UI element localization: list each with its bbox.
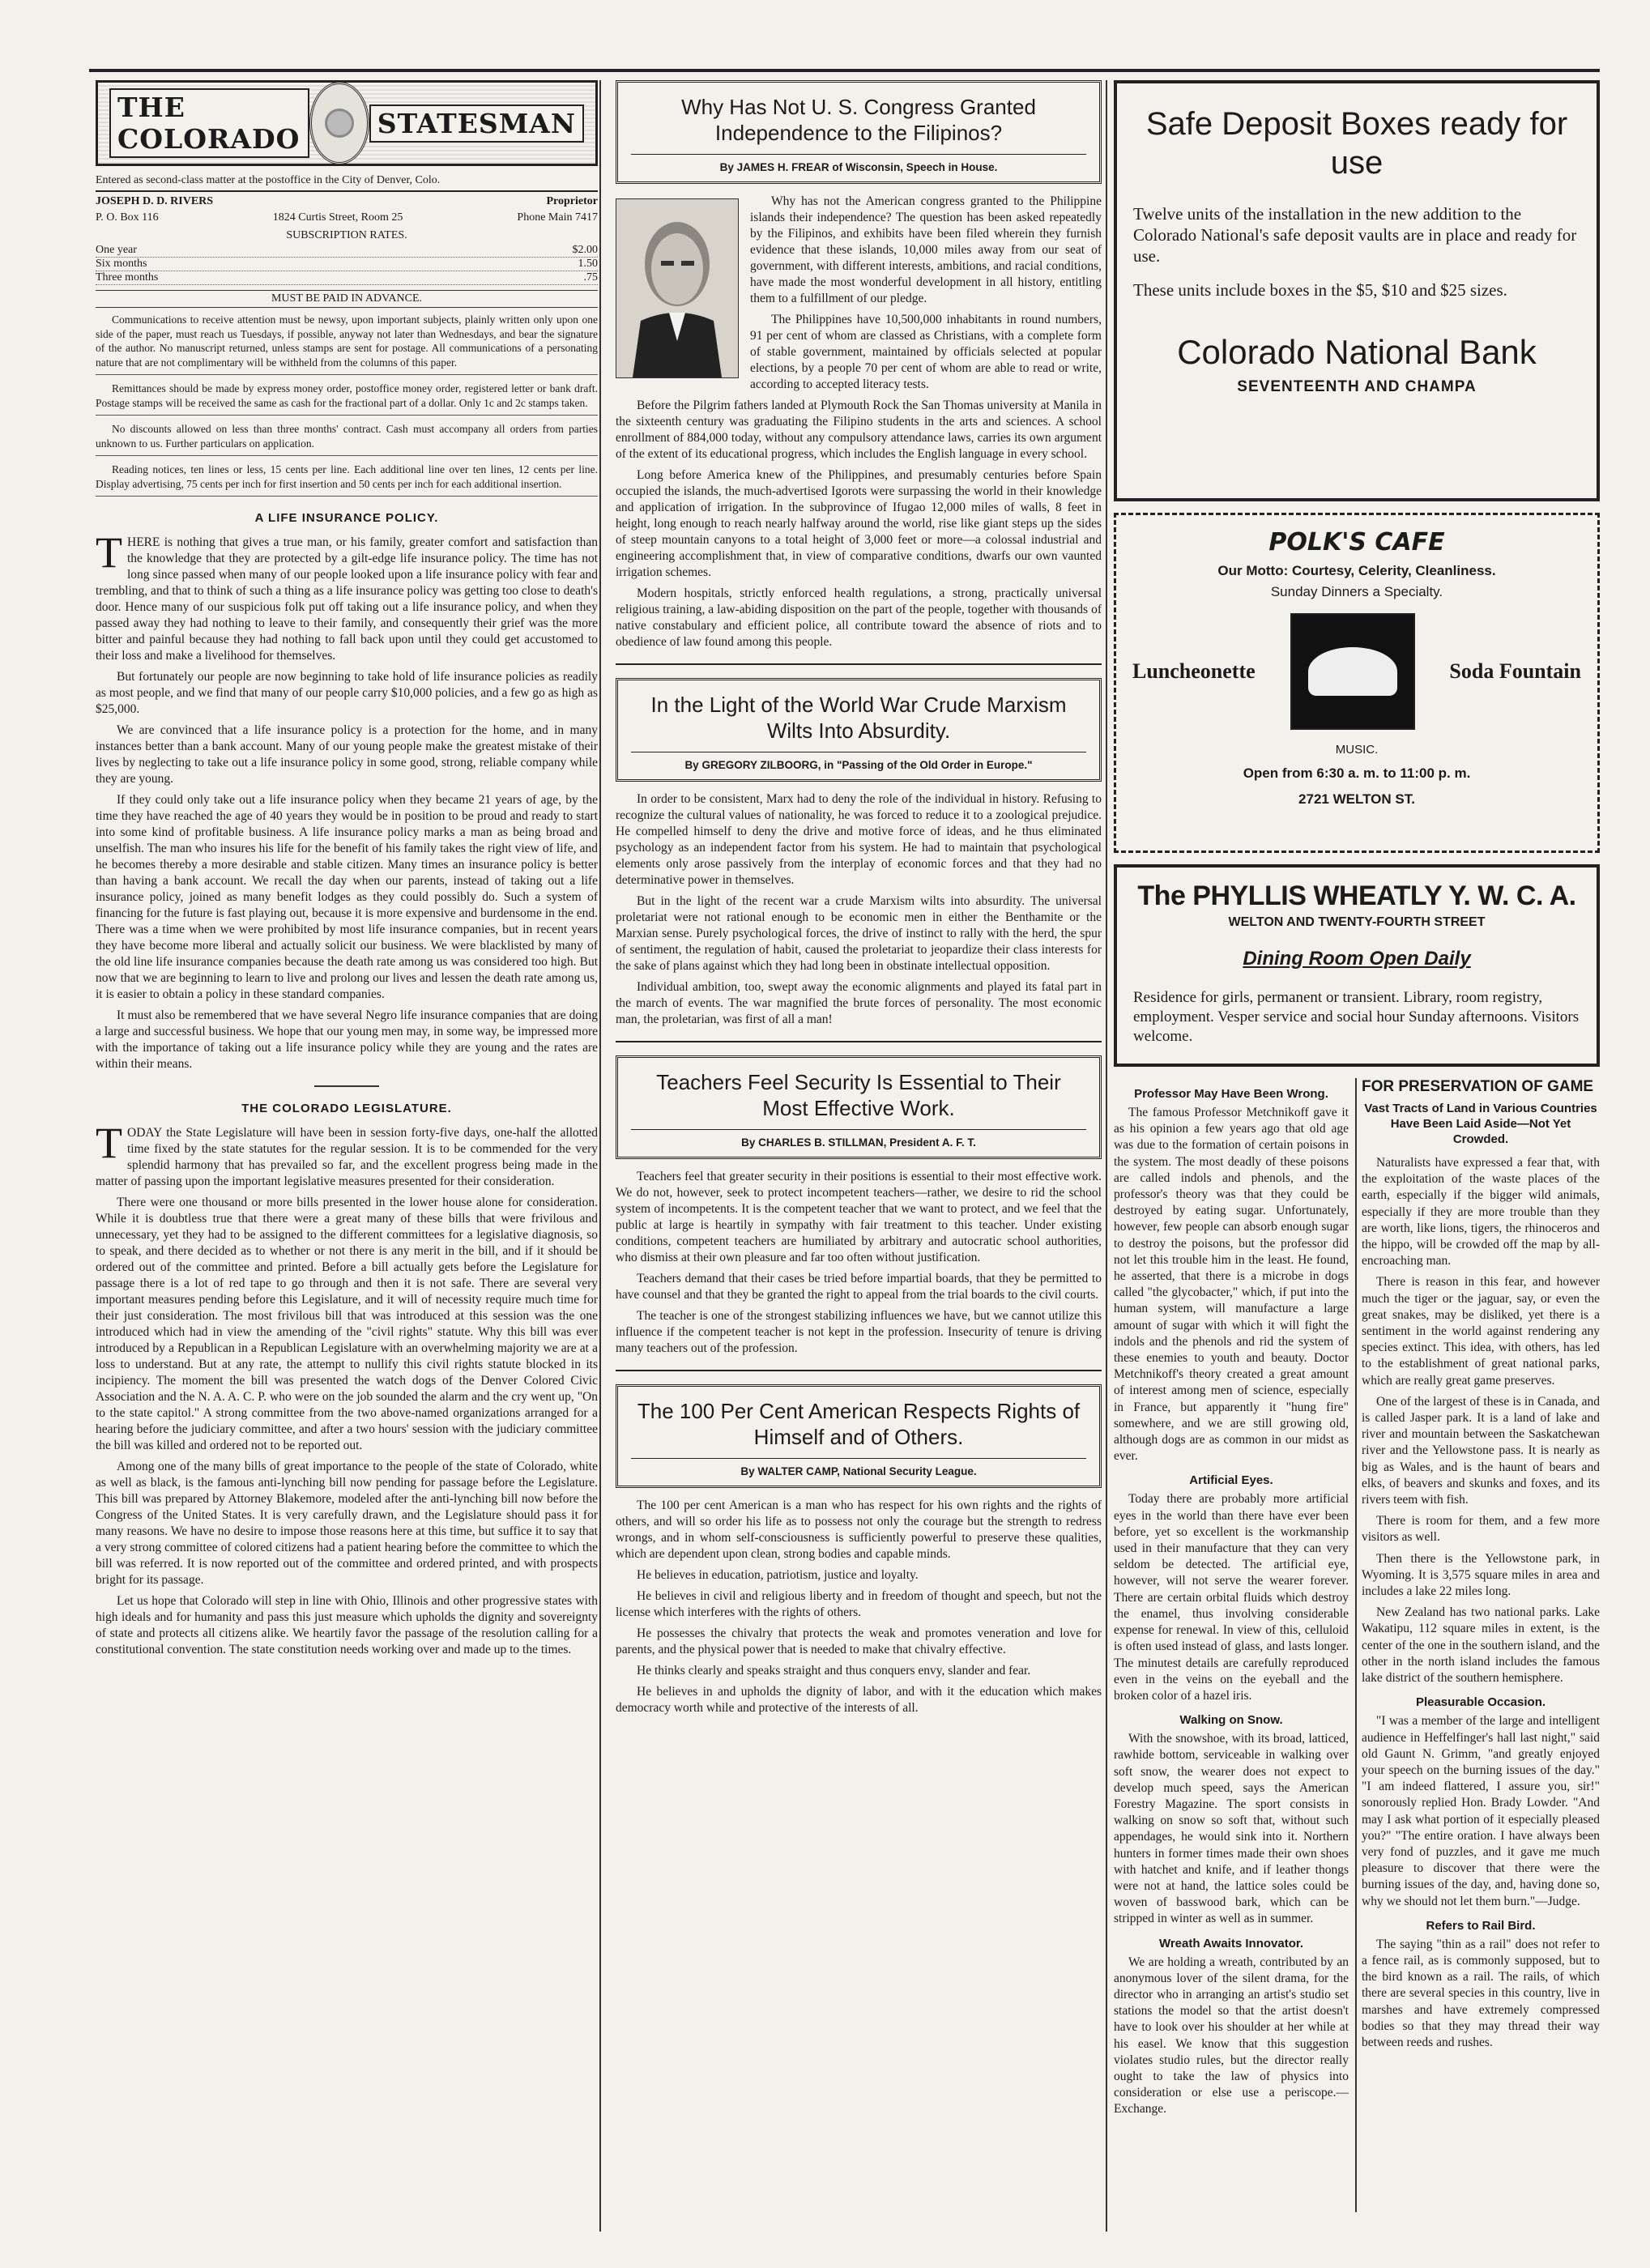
column-rule	[1106, 80, 1107, 2232]
publisher-row-2	[96, 208, 598, 224]
marxism-paragraph: Individual ambition, too, swept away the economic alignments and played its fatal part in the march of events. The war magnified the brute forces of personality. The most economic man, the proletarian, was first of all a man!	[616, 980, 1102, 1026]
insurance-paragraph: We are convinced that a life insurance policy is a protection for the home, and in many instances better than a bank account. Many of our young people make the greatest mistake of their lives by neglecting to take out a life insurance policy in some good, strong, reliable company while they are young.	[96, 723, 598, 786]
short-title: Walking on Snow.	[1179, 1713, 1283, 1728]
philippines-title-box	[616, 80, 1102, 184]
ywca-name: The PHYLLIS WHEATLY Y. W. C. A.	[1137, 880, 1576, 911]
insurance-paragraph: It must also be remembered that we have several Negro life insurance companies that are doing a large and successful business. We hope that our young men may, in some way, be impressed more with the importance of taking out a life insurance policy while they are young and the rates are within their means.	[96, 1008, 598, 1071]
philippines-paragraph: Why has not the American congress granted to the Philippine islands their independence? The question has been asked repeatedly by the Filipinos, and exhibits have been filed wherein they furnish evidence that these islands, 10,000 miles away from our seat of government, with different interests, ambitions, and racial conditions, have made the most wonderful development in all history, entitling them to a fulfillment of our pledge.	[750, 194, 1102, 305]
notice-communications: Communications to receive attention must be newsy, upon important subjects, plainly written only upon one side of the paper, must reach us Tuesdays, if possible, anyway not later than Wednesdays, and bear the signature of the author. No manuscript returned, unless stamps are sent for postage. All communications of a personating nature that are not complimentary will be withheld from the columns of this paper.	[96, 313, 598, 375]
ywca-description: Residence for girls, permanent or transient. Library, room registry, employment. Vesper service and social hour Sunday afternoons. Visitors welcome.	[1133, 989, 1580, 1045]
publisher-role: Proprietor	[546, 195, 598, 207]
short-title: Artificial Eyes.	[1189, 1473, 1273, 1488]
legislature-article	[96, 1119, 598, 1658]
bank-ad-text: These units include boxes in the $5, $10 and $25 sizes.	[1133, 280, 1507, 300]
philippines-title: Why Has Not U. S. Congress Granted Independence to the Filipinos?	[681, 95, 1036, 145]
cafe-ad	[1114, 513, 1600, 853]
american-article	[616, 1498, 1102, 1716]
ywca-ad	[1114, 864, 1600, 1067]
notice-discounts: No discounts allowed on less than three months' contract. Cash must accompany all orders from parties unknown to us. Further particulars on application.	[96, 422, 598, 456]
bank-name: Colorado National Bank	[1177, 333, 1537, 371]
short-items-right	[1362, 1078, 1600, 2212]
game-paragraph: One of the largest of these is in Canada, and is called Jasper park. It is a land of lake and river and mountain between the Saskatchewan river and the Yellowstone pass. It is nearly as big as Wales, and is the haunt of bears and elks, of beavers and skunks and foxes, and its rivers teem with fish.	[1362, 1394, 1600, 1507]
short-items-left	[1114, 1078, 1349, 2212]
bank-address: SEVENTEENTH AND CHAMPA	[1237, 378, 1477, 395]
game-subtitle: Vast Tracts of Land in Various Countries Have Been Laid Aside—Not Yet Crowded.	[1364, 1102, 1597, 1146]
section-rule	[616, 1041, 1102, 1042]
game-paragraph: New Zealand has two national parks. Lake Wakatipu, 112 square miles in extent, is the center of the one in the southern island, and the other in the north island includes the famous lake district of the southern hemisphere.	[1362, 1605, 1600, 1686]
marxism-title: In the Light of the World War Crude Marxism Wilts Into Absurdity.	[650, 693, 1067, 743]
rail-text: The saying "thin as a rail" does not refer to a fence rail, as is commonly supposed, but to the bird known as a rail. The rails, of which there are several species in this country, live in marshes and have extremely compressed bodies so that they may thread their way between reeds and rushes.	[1362, 1937, 1600, 2049]
legislature-headline: THE COLORADO LEGISLATURE.	[241, 1102, 452, 1115]
column-right	[1114, 80, 1600, 2232]
occasion-title: Pleasurable Occasion.	[1415, 1695, 1546, 1710]
rate-row	[96, 244, 598, 258]
rate-price: 1.50	[578, 258, 598, 270]
cafe-motto: Our Motto: Courtesy, Celerity, Cleanliness.	[1217, 563, 1496, 578]
american-paragraph: He believes in civil and religious liberty and in freedom of thought and speech, but not the license which interferes with the rights of others.	[616, 1589, 1102, 1619]
dropcap: T	[96, 528, 122, 577]
subcolumn-rule	[1355, 1078, 1357, 2212]
game-paragraph: Then there is the Yellowstone park, in Wyoming. It is 3,575 square miles in area and includes a lake 22 miles long.	[1362, 1551, 1600, 1599]
marxism-article	[616, 791, 1102, 1028]
rate-label: Three months	[96, 271, 159, 284]
short-title: Professor May Have Been Wrong.	[1134, 1087, 1328, 1101]
ywca-street: WELTON AND TWENTY-FOURTH STREET	[1228, 915, 1486, 929]
cafe-name: POLK'S CAFE	[1268, 528, 1445, 556]
short-text: Today there are probably more artificial eyes in the world than there have ever been before, yet so excellent is the workmanship used in their manufacture that they can very seldom be detected. The artificial eye, however, will not serve the wearer forever. There are certain orbital fluids which destroy the enamel, thus involving considerable expense for renewal. In view of this, celluloid is often used instead of glass, and lasts longer. The minutest details are carefully reproduced even in the veins on the eyeball and the broken color of a hazel iris.	[1114, 1492, 1349, 1703]
short-text: We are holding a wreath, contributed by an anonymous lover of the silent drama, for the director who in arranging an artist's studio set stations the model so that the artist doesn't have to look over his shoulder at her while at his easel. We know that this suggestion violates studio rules, but the director really ought to take the law of physics into consideration or else use a periscope.—Exchange.	[1114, 1955, 1349, 2117]
advance-notice: MUST BE PAID IN ADVANCE.	[96, 290, 598, 308]
philippines-paragraph: Long before America knew of the Philippines, and presumably centuries before Spain occupied the islands, the much-advertised Igorots were surpassing the world in their knowledge and application of irrigation. In the subprovince of Ifugao 12,000 miles of walls, 8 feet in height, long enough to reach nearly halfway around the world, rise like giant steps up the sides of steep mountain canyons to a total height of 3,000 feet or more—a colossal industrial and engineering accomplishment that, in view of comparative conditions, dwarfs our own vaunted irrigation schemes.	[616, 468, 1102, 579]
insurance-paragraph: If they could only take out a life insurance policy when they became 21 years of age, by the time they have reached the age of 40 years they would be in position to be proud and ready to start into some kind of profitable business. A life insurance policy marks a man as being broad and unselfish. The man who insures his life for the benefit of his family takes the right view of life, and he becomes thereby a more desirable and stable citizen. Many times an insurance policy is better than having a bank account. We recall the day when our parents, instead of taking out a life insurance policy, joined as many benefit lodges as they could possibly do. Such a system of financing for the future is fast playing out, because it is more expensive and burdensome in the end. There was a time when we were prohibited by most life insurance companies, but in recent years they have become more liberal and actually solicit our business. We were blacklisted by many of the old line life insurance companies because the death rate among us was considered too high. But now that we are beginning to learn to live and prolong our lives and lessen the death rate among us, it is easier to obtain a policy in these standard companies.	[96, 793, 598, 1001]
column-rule	[599, 80, 601, 2232]
cafe-left-label: Luncheonette	[1132, 659, 1256, 683]
masthead-seal-icon	[309, 82, 369, 164]
philippines-paragraph: The Philippines have 10,500,000 inhabitants in round numbers, 91 per cent of whom are classed as Christians, with a complete form of stable government, maintained by officials selected at popular elections, by a people 70 per cent of whom are able to read or write, according to accepted literacy tests.	[750, 313, 1102, 391]
cafe-sunday: Sunday Dinners a Specialty.	[1270, 584, 1443, 599]
newspaper-page	[89, 69, 1600, 2232]
marxism-byline: By GREGORY ZILBOORG, in "Passing of the Old Order in Europe."	[631, 752, 1086, 771]
cafe-music: MUSIC.	[1335, 743, 1379, 757]
column-left	[96, 80, 598, 2232]
teachers-title: Teachers Feel Security Is Essential to Their Most Effective Work.	[656, 1070, 1061, 1120]
column-middle	[608, 80, 1175, 2232]
masthead-right-word: STATESMAN	[369, 104, 584, 143]
bank-ad-title: Safe Deposit Boxes ready for use	[1145, 106, 1568, 181]
bank-ad-text: Twelve units of the installation in the new addition to the Colorado National's safe deposit vaults are in place and ready for use.	[1133, 204, 1577, 266]
short-title: Wreath Awaits Innovator.	[1158, 1936, 1304, 1950]
section-rule	[616, 1370, 1102, 1371]
game-title: FOR PRESERVATION OF GAME	[1362, 1078, 1594, 1095]
cafe-address: 2721 WELTON ST.	[1298, 791, 1415, 807]
masthead-left-word: THE COLORADO	[109, 88, 309, 158]
subscription-rates	[96, 244, 598, 285]
american-title: The 100 Per Cent American Respects Rights of Himself and of Others.	[637, 1399, 1081, 1449]
insurance-headline: A LIFE INSURANCE POLICY.	[254, 511, 439, 525]
section-rule	[616, 663, 1102, 665]
short-items	[1114, 1078, 1600, 2212]
insurance-article	[96, 528, 598, 1072]
american-byline: By WALTER CAMP, National Security League.	[631, 1458, 1086, 1477]
notice-remittances: Remittances should be made by express money order, postoffice money order, registered letter or bank draft. Postage stamps will be received the same as cash for the fractional part of a dollar. Only 1c and 2c stamps taken.	[96, 382, 598, 416]
insurance-paragraph: HERE is nothing that gives a true man, or his family, greater comfort and satisfaction than the knowledge that they are protected by a gilt-edge life insurance policy. The time has not long since passed when many of our people looked upon a life insurance policy with fear and trembling, and that to think of such a thing as a life insurance policy was getting too close to death's door. Hence many of our suspicious folk put off taking out a life insurance policy, and when they passed away they had nothing to leave to their family, and consequently their grief was the more bitter and painful because they had nothing to fall back upon until they could get accustomed to their loss and make a livelihood for themselves.	[96, 535, 598, 663]
occasion-text: "I was a member of the large and intelligent audience in Heffelfinger's hall last night," said old Gaunt N. Grimm, "and greatly enjoyed your speech on the burning issues of the day." "I am indeed flattered, I assure you, sir!" sonorously replied Hon. Brady Lowder. "And may I ask what portion of it especially pleased you?" "The entire oration. I have always been very fond of puzzles, and it gave me much pleasure to discover that there were the burning issues of the day, and, having done so, why we should not let them burn."—Judge.	[1362, 1714, 1600, 1908]
short-text: The famous Professor Metchnikoff gave it as his opinion a few years ago that old age was due to the formation of certain poisons in the system. The most deadly of these poisons are called indols and phenols, and the professor's theory was that they could be destroyed by eating sugar. Unfortunately, however, few people can absorb enough sugar to destroy the poisons, but the professor did not let this trouble him in the least. He found, he asserted, that there is a microbe in dogs called "the glycobacter," which, if put into the human system, will manufacture a large amount of sugar with which it will fight the indols and the phenols and rid the system of these enemies to youth and beauty. Doctor Metchnikoff's theory created a great amount of interest among men of science, especially in France, but apparently it "hung fire" somewhere, and we are still growing old, although dogs are as common in our midst as ever.	[1114, 1106, 1349, 1464]
rate-label: Six months	[96, 258, 147, 270]
teachers-paragraph: Teachers demand that their cases be tried before impartial boards, that they be permitted to have counsel and that they be granted the right to appeal from the trial boards to the civil courts.	[616, 1272, 1102, 1302]
american-paragraph: He thinks clearly and speaks straight and thus conquers envy, slander and fear.	[637, 1664, 1031, 1678]
publisher-address: 1824 Curtis Street, Room 25	[272, 211, 403, 224]
marxism-paragraph: In order to be consistent, Marx had to deny the role of the individual in history. Refusing to recognize the cultural values of nationality, he was forced to reduce it to a zoological prejudice. He compelled himself to deny the drive and motive force of ideas, and he thus eliminated psychology as an independent factor from his system. He had to maintain that psychological elements only arose passively from the interplay of economic forces and that they had no determinative power in themselves.	[616, 792, 1102, 887]
separator	[314, 1085, 379, 1087]
insurance-paragraph: But fortunately our people are now beginning to take hold of life insurance policies as readily as most people, and we find that many of our people carry $10,000 policies, and a few go as high as $25,000.	[96, 670, 598, 716]
short-text: With the snowshoe, with its broad, latticed, rawhide bottom, serviceable in walking over soft snow, the wearer does not expect to develop much speed, says the American Forestry Magazine. The sport consists in walking on snow so soft that, without such appendages, he would sink into it. Northern hunters in former times made their own shoes with hatchet and knife, and if leather thongs were not at hand, the lattice soles could be woven of basswood bark, which can be stripped in winter as well as in summer.	[1114, 1732, 1349, 1926]
teachers-byline: By CHARLES B. STILLMAN, President A. F. T.	[631, 1129, 1086, 1149]
legislature-paragraph: Let us hope that Colorado will step in line with Ohio, Illinois and other progressive states with high ideals and for humanity and pass this just measure which upholds the dignity and sovereignty of state and protects all citizens alike. We heartily favor the passage of the resolution calling for a constitutional convention. The state constitution needs working over and made up to the times.	[96, 1594, 598, 1656]
frear-portrait	[616, 198, 739, 378]
rate-label: One year	[96, 244, 137, 256]
rail-title: Refers to Rail Bird.	[1426, 1918, 1536, 1933]
game-paragraph: Naturalists have expressed a fear that, with the exploitation of the waste places of the earth, especially if the bigger wild animals, especially if they are more trouble than they are worth, like lions, tigers, the rhinoceros and the hippo, will be crowded off the map by all-encroaching man.	[1362, 1156, 1600, 1268]
fruit-basket-icon	[1290, 613, 1415, 730]
rate-row	[96, 271, 598, 285]
marxism-title-box	[616, 678, 1102, 782]
rate-price: .75	[583, 271, 598, 284]
cafe-right-label: Soda Fountain	[1449, 659, 1581, 683]
american-paragraph: He possesses the chivalry that protects the weak and promotes veneration and love for parents, and the physical power that is needed to make that chivalry effective.	[616, 1626, 1102, 1656]
entered-notice: Entered as second-class matter at the postoffice in the City of Denver, Colo.	[96, 174, 441, 186]
cafe-hours: Open from 6:30 a. m. to 11:00 p. m.	[1243, 765, 1471, 781]
publisher-phone: Phone Main 7417	[517, 211, 598, 224]
middle-inner	[616, 80, 1102, 1716]
philippines-paragraph: Before the Pilgrim fathers landed at Plymouth Rock the San Thomas university at Manila in the sixteenth century was graduating the Filipino students in the arts and sciences. A school enrollment of 884,000 today, without any compulsory attendance laws, carries its own argument of the extent of its educational progress, which includes the English language in every school.	[616, 399, 1102, 461]
philippines-byline: By JAMES H. FREAR of Wisconsin, Speech in House.	[631, 154, 1086, 173]
portrait-icon	[616, 199, 738, 377]
cafe-middle	[1132, 613, 1581, 730]
legislature-paragraph: There were one thousand or more bills presented in the lower house alone for consideration. While it is doubtless true that there were a great many of these bills that were frivilous and unnecessary, yet they had to be assigned to the different committees for a legislative diagnosis, so to speak, and there decided as to whether or not there is any merit in the bill, and if it should be ordered out of the committee and printed. Before a bill actually gets before the Legislature for passage there is a lot of red tape to go through and then it is not safe. There are several very important measures pending before this Legislature, and it will of necessity require much time for their just consideration. The most frivilous bill that was introduced at this session was the one introduced which had in view the amending of the "civil rights" statute. Why this bill was ever introduced by a Republican in a Republican Legislature with an overwhelming majority we are at a loss to understand. But at any rate, the attempt to nullify this civil rights statute blocked in its incipiency. The moment the bill was presented the watch dogs of the Denver Colored Civic Association and the N. A. A. C. P. who were on the job sounded the alarm and the cry went up, "On to the state capitol." A strong committee from the two above-named organizations arranged for a hearing before the judiciary committee, and after a two hours' session with the judiciary committee the bill was killed and ordered not to be reported out.	[96, 1196, 598, 1452]
legislature-paragraph: ODAY the State Legislature will have been in session forty-five days, one-half the allotted time fixed by the state statutes for the regular session. It is to be commended for the very splendid harmony that has prevailed so far, and the excellent progress being made in the matter of passing upon the important legislative measures presented for their consideration.	[96, 1126, 598, 1188]
publisher-row	[96, 190, 598, 208]
legislature-paragraph: Among one of the many bills of great importance to the people of the state of Colorado, white as well as black, is the famous anti-lynching bill now pending for passage before the Legislature. This bill was prepared by Attorney Blakemore, modeled after the anti-lynching bill now before the Congress of the United States. It is very carefully drawn, and the Legislature should pass it for many reasons. We have no desire to impose those reasons here at this time, but suffice it to say that a very strong committee of colored citizens had a patient hearing before the committee to which the bill was referred. It is now reported out of the committee and ordered printed, and with prospects bright for its passage.	[96, 1460, 598, 1587]
american-title-box	[616, 1384, 1102, 1488]
bank-ad	[1114, 80, 1600, 501]
rate-price: $2.00	[572, 244, 598, 256]
game-paragraph: There is reason in this fear, and however much the tiger or the jaguar, say, or even the great snakes, may be disliked, yet there is a sentiment in the world against rendering any species extinct. This idea, with others, has led to the establishment of great national parks, which are really great game preserves.	[1362, 1275, 1600, 1388]
rate-row	[96, 258, 598, 271]
american-paragraph: He believes in education, patriotism, justice and loyalty.	[637, 1568, 919, 1582]
game-paragraph: There is room for them, and a few more visitors as well.	[1362, 1514, 1600, 1545]
dropcap: T	[96, 1119, 122, 1167]
notice-reading: Reading notices, ten lines or less, 15 cents per line. Each additional line over ten lines, 12 cents per line. Display advertising, 75 cents per inch for first insertion and 50 cents per inch for each additional insertion.	[96, 463, 598, 497]
subscription-title: SUBSCRIPTION RATES.	[286, 229, 407, 241]
masthead	[96, 80, 598, 166]
teachers-paragraph: The teacher is one of the strongest stabilizing influences we have, but we cannot utilize this influence if the competent teacher is not kept in the profession. Insecurity of tenure is driving many teachers out of the profession.	[616, 1309, 1102, 1355]
marxism-paragraph: But in the light of the recent war a crude Marxism wilts into absurdity. The universal proletariat were not rational enough to be economic men in either the Benthamite or the Marxian sense. Purely psychological forces, the drive of instinct to rally with the herd, the spur of sentiment, the regulation of habit, caused the proletariat to jeopardize their class interests for the sake of plans against which they had long been in obstinate intellectual opposition.	[616, 894, 1102, 973]
teachers-article	[616, 1169, 1102, 1357]
philippines-article	[616, 194, 1102, 650]
ywca-dining: Dining Room Open Daily	[1243, 948, 1471, 970]
top-rule	[89, 69, 1600, 72]
philippines-paragraph: Modern hospitals, strictly enforced health regulations, a strong, practically universal religious training, a law-abiding disposition on the part of the people, together with thousands of native constabulary and efficient police, all contribute toward the absence of riots and to obedience of law found among this people.	[616, 586, 1102, 649]
publisher-box: P. O. Box 116	[96, 211, 159, 224]
publisher-name: JOSEPH D. D. RIVERS	[96, 195, 214, 207]
american-paragraph: The 100 per cent American is a man who has respect for his own rights and the rights of others, and will so order his life as to possess not only the courage but the strength to redress wrongs, and in whom self-consciousness is sufficiently powerful to preserve these qualities, which are dependent upon clean, strong bodies and capable minds.	[616, 1498, 1102, 1561]
teachers-title-box	[616, 1055, 1102, 1159]
american-paragraph: He believes in and upholds the dignity of labor, and with it the education which makes democracy worth while and protective of the interests of all.	[616, 1685, 1102, 1715]
teachers-paragraph: Teachers feel that greater security in their positions is essential to their most effective work. We do not, however, seek to protect incompetent teachers—rather, we desire to rid the school system of incompetents. It is the competent teacher that we want to protect, and we feel that the public at large is heartily in sympathy with fair treatment to this teacher. Under existing conditions, competent teachers are humiliated by arbitrary and autocratic school authorities, who dismiss at their own pleasure and far too often without justification.	[616, 1170, 1102, 1264]
